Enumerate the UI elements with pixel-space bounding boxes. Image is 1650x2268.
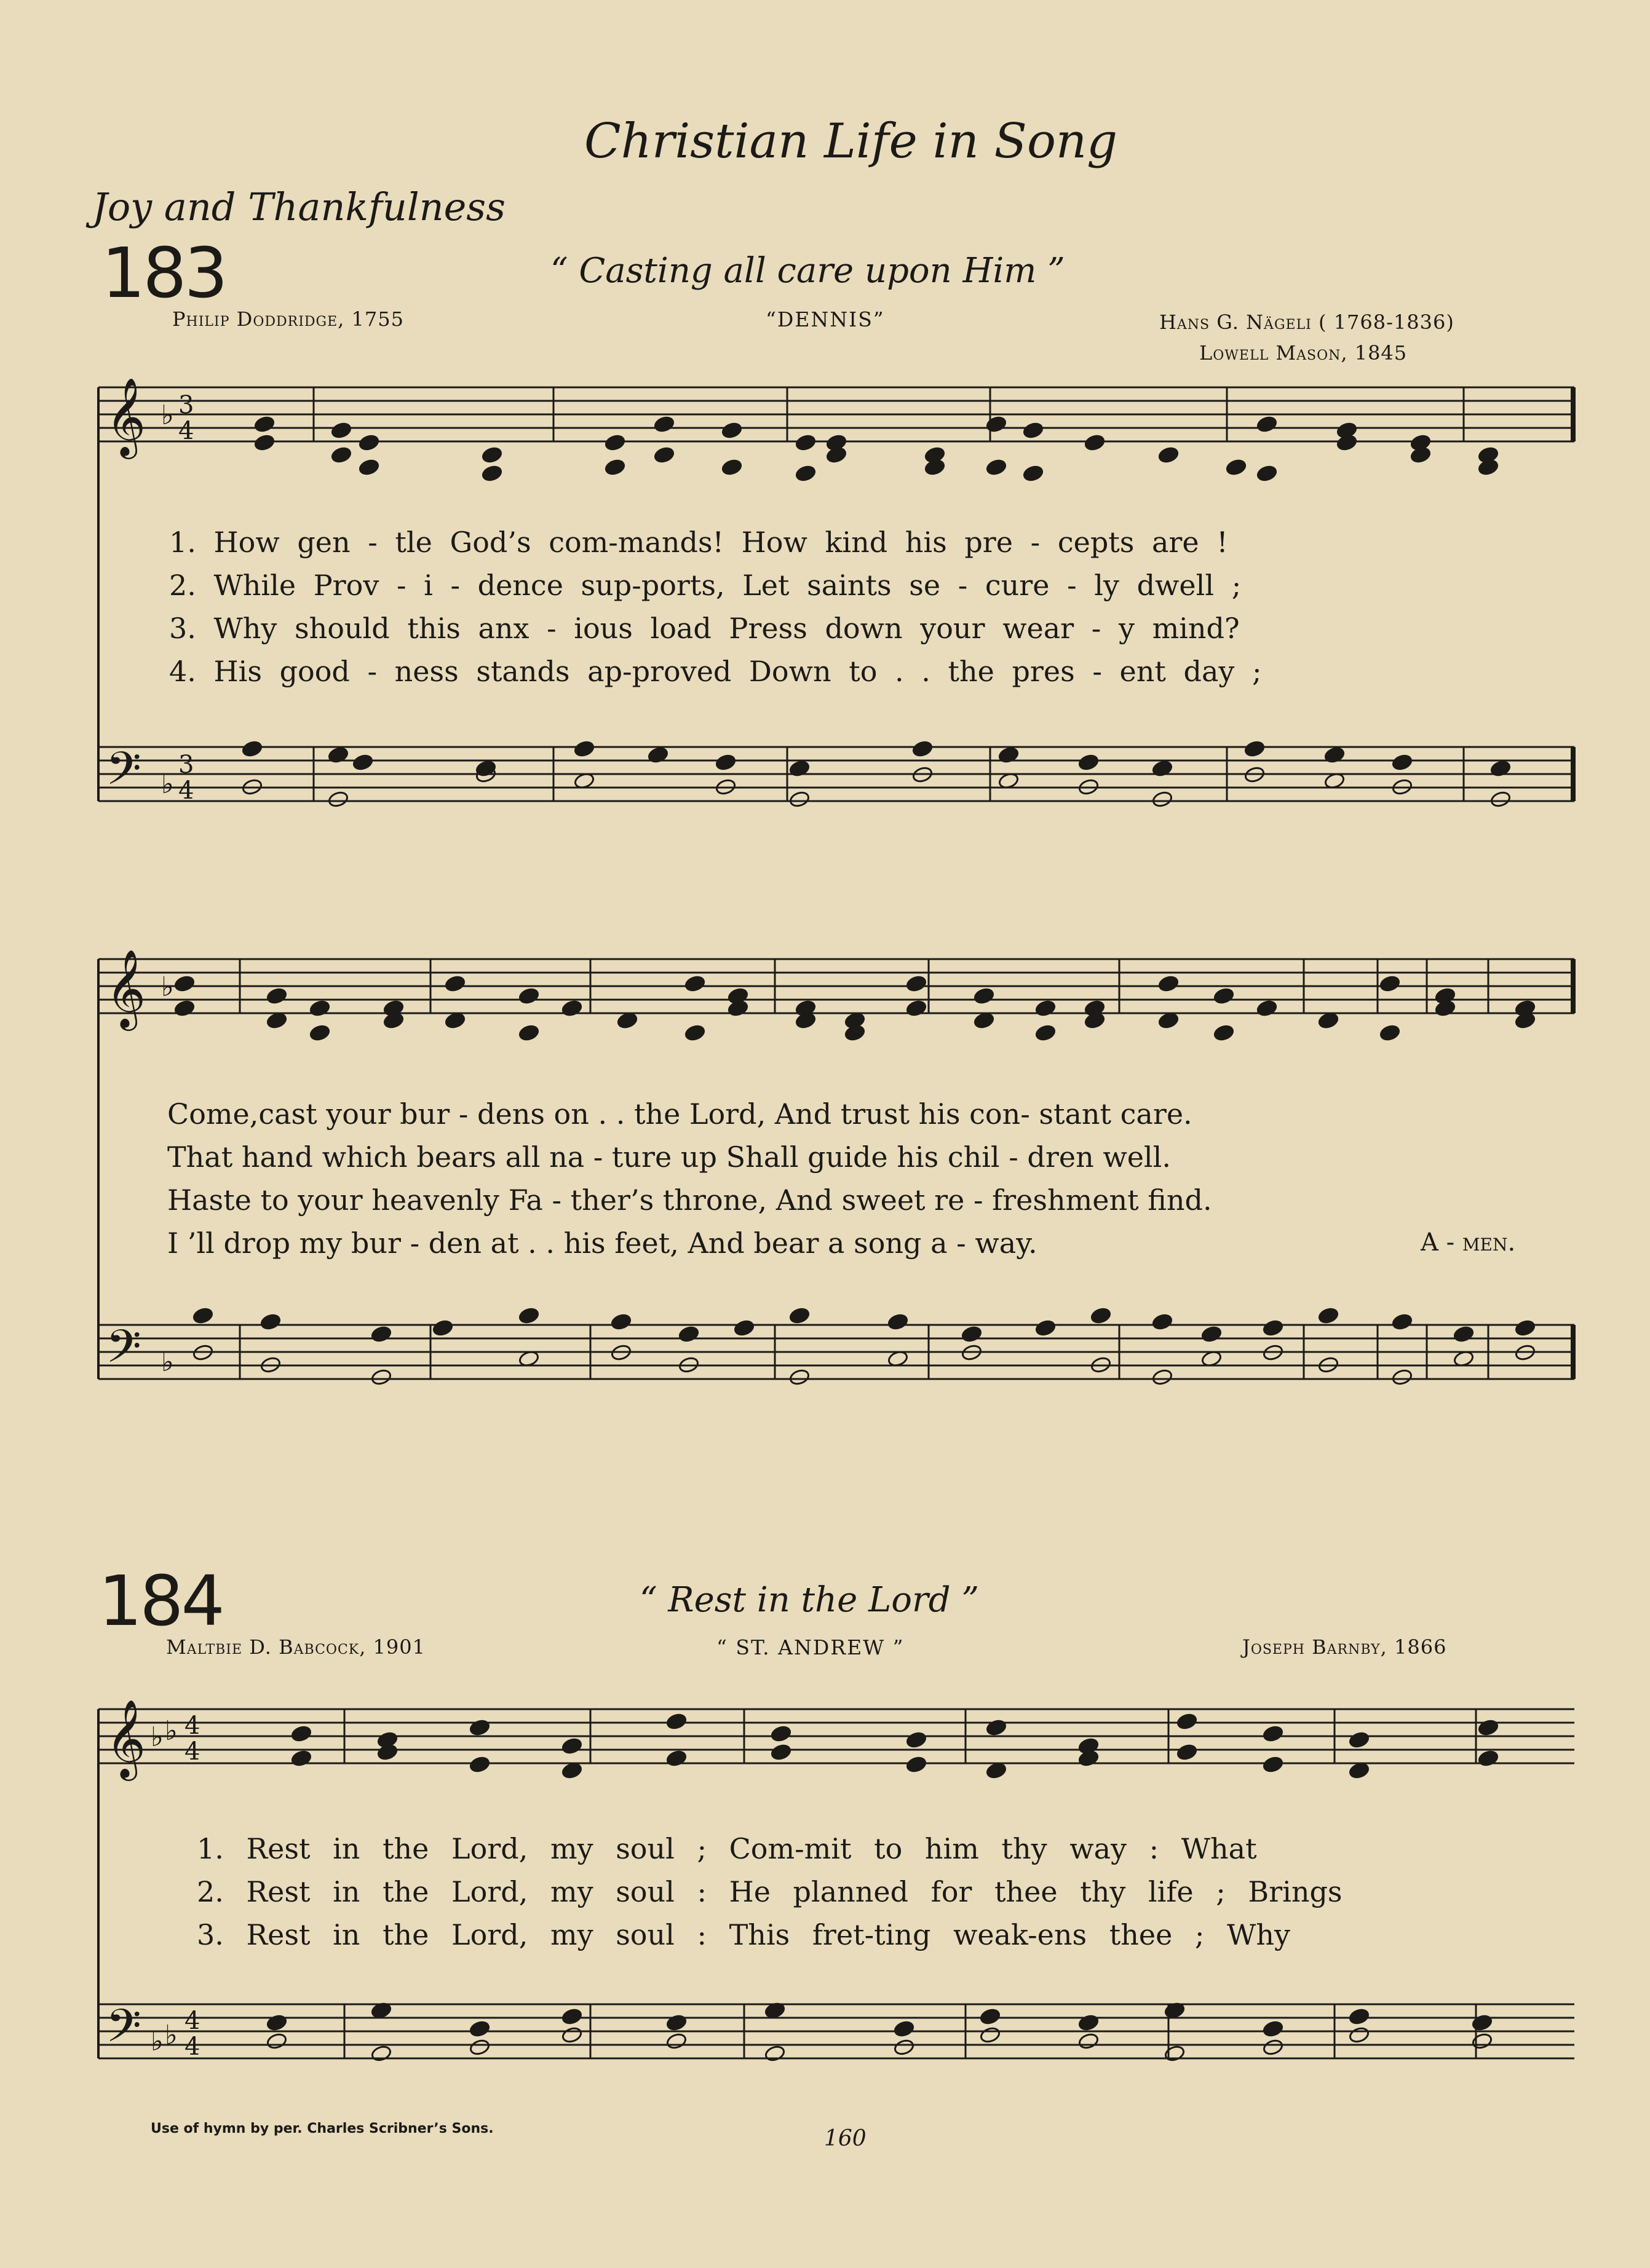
treble-note [469, 1718, 490, 1736]
bass-clef: 𝄢 [106, 1320, 141, 1385]
alto-note [665, 1749, 687, 1767]
treble-note [1176, 1712, 1197, 1730]
lyric-word: thee ; [1109, 1918, 1205, 1951]
treble-clef: 𝄞 [106, 377, 146, 456]
treble-note [770, 1725, 791, 1742]
lyric-word: the [383, 1832, 429, 1865]
lyric-word: 1. [197, 1832, 224, 1865]
lyric-word: se [909, 569, 941, 602]
lyric-word: tle [395, 526, 432, 559]
bass-note [665, 2032, 687, 2050]
hymn-183-s1-verse-3 [169, 612, 1240, 645]
tenor-note [561, 2007, 582, 2025]
lyric-word: thy [1080, 1875, 1126, 1908]
lyric-word: kind [825, 526, 888, 559]
lyric-word: How [741, 526, 807, 559]
lyric-word: i [424, 569, 433, 602]
lyric-word: - [1091, 612, 1101, 645]
lyric-word: pres [1012, 655, 1075, 688]
hymn-183-s2-verse-3: Haste to your heavenly Fa - ther’s throne, And sweet re - freshment find. [167, 1183, 1212, 1217]
alto-note [266, 1011, 287, 1029]
lyric-word: your [920, 612, 985, 645]
alto-note [616, 1011, 638, 1029]
alto-note [358, 458, 379, 476]
lyric-word: him [924, 1832, 979, 1865]
lyric-word: my [550, 1918, 593, 1951]
time-sig-top: 4 [184, 2007, 200, 2035]
bass-note [1489, 790, 1511, 808]
alto-note [985, 1761, 1007, 1779]
hymn-183-author: Philip Doddridge, 1755 [172, 307, 404, 331]
treble-note [985, 415, 1007, 433]
flat-sign: ♭ [161, 1346, 174, 1378]
hymn-183-s2-verse-1: Come,cast your bur - dens on . . the Lord, And trust his con- stant care. [167, 1097, 1192, 1131]
tenor-note [370, 1325, 392, 1343]
lyric-word: What [1181, 1832, 1257, 1865]
lyric-word: Com-mit [729, 1832, 852, 1865]
lyric-word: His [213, 655, 262, 688]
lyric-word: down [825, 612, 903, 645]
tenor-note [1262, 1319, 1283, 1337]
alto-note [795, 464, 816, 482]
tenor-note [1514, 1319, 1536, 1337]
hymn-183-composer: Hans G. Nägeli ( 1768-1836) [1159, 310, 1454, 334]
alto-note [604, 433, 625, 451]
treble-note [290, 1725, 312, 1742]
hymn-183-s2-verse-2: That hand which bears all na - ture up Shall guide his chil - dren well. [167, 1140, 1171, 1174]
lyric-word: Rest [246, 1875, 311, 1908]
alto-note [1022, 464, 1044, 482]
bass-note [1262, 2038, 1283, 2056]
lyric-word: Lord, [451, 1832, 528, 1865]
lyric-word: thee [994, 1875, 1058, 1908]
bass-note [370, 2044, 392, 2062]
lyric-word: ness [394, 655, 459, 688]
hymn-number-184: 184 [98, 1562, 223, 1642]
hymn-183-amen: A - men. [1421, 1228, 1516, 1257]
alto-note [1256, 999, 1277, 1017]
treble-clef: 𝄞 [106, 1699, 146, 1777]
hymn-184-author: Maltbie D. Babcock, 1901 [166, 1635, 426, 1659]
tenor-note [733, 1319, 755, 1337]
lyric-word: - [958, 569, 968, 602]
lyric-word: - [368, 526, 378, 559]
treble-note [653, 415, 675, 433]
treble-note [330, 421, 352, 439]
alto-note [1034, 1024, 1056, 1041]
treble-note [721, 421, 742, 439]
treble-note [665, 1712, 687, 1730]
alto-note [561, 1761, 582, 1779]
treble-note [253, 415, 275, 433]
lyric-word: - [1067, 569, 1077, 602]
lyric-word: the [383, 1875, 429, 1908]
lyric-word: God’s [450, 526, 531, 559]
hymn-184-tune: “ ST. ANDREW ” [716, 1635, 905, 1659]
tenor-note [1317, 1306, 1339, 1324]
lyric-word: Down [749, 655, 831, 688]
flat-sign: ♭ [165, 1715, 178, 1747]
treble-note [561, 1737, 582, 1755]
tenor-note [788, 1306, 810, 1324]
time-sig-bottom: 4 [184, 1737, 200, 1766]
alto-note [973, 1011, 994, 1029]
treble-note [266, 987, 287, 1005]
lyric-word: Lord, [451, 1918, 528, 1951]
tenor-note [893, 2020, 914, 2037]
lyric-word: the [383, 1918, 429, 1951]
tenor-note [1077, 753, 1099, 771]
lyric-word: anx [478, 612, 530, 645]
alto-note [481, 464, 502, 482]
lyric-word: dwell ; [1136, 569, 1242, 602]
hymn-183-tune: “DENNIS” [766, 307, 885, 331]
tenor-note [518, 1306, 539, 1324]
lyric-word: 3. [197, 1918, 224, 1951]
bass-note [561, 2026, 582, 2044]
lyric-word: 1. [169, 526, 196, 559]
bass-note [1164, 2044, 1185, 2062]
bass-note [327, 790, 349, 808]
tenor-note [1453, 1325, 1474, 1343]
flat-sign: ♭ [161, 400, 174, 431]
bass-note [979, 2026, 1001, 2044]
lyric-word: thy [1001, 1832, 1047, 1865]
alto-note [1176, 1743, 1197, 1761]
time-sig-bottom: 4 [178, 776, 194, 805]
lyric-word: 3. [169, 612, 196, 645]
lyric-word: com-mands! [549, 526, 724, 559]
lyric-word: fret-ting weak-ens [812, 1918, 1087, 1951]
lyric-word: 4. [169, 655, 196, 688]
lyric-word: ent [1119, 655, 1166, 688]
bass-clef: 𝄢 [106, 742, 141, 807]
bass-note [788, 790, 810, 808]
lyric-word: Rest [246, 1918, 311, 1951]
bass-note [788, 1368, 810, 1386]
lyric-word: to . [849, 655, 904, 688]
bass-clef: 𝄢 [106, 1999, 141, 2064]
lyric-word: the [948, 655, 994, 688]
lyric-word: load [650, 612, 712, 645]
lyric-word: cepts [1057, 526, 1135, 559]
alto-note [1157, 1011, 1179, 1029]
alto-note [1256, 464, 1277, 482]
lyric-word: ious [574, 612, 633, 645]
treble-note [1477, 1718, 1499, 1736]
treble-note [1034, 999, 1056, 1017]
tenor-note [1151, 1313, 1173, 1330]
tenor-note [192, 1306, 213, 1324]
treble-note [1157, 974, 1179, 992]
alto-note [1084, 433, 1105, 451]
tenor-note [665, 2013, 687, 2031]
lyric-word: Prov [313, 569, 379, 602]
tenor-note [469, 2020, 490, 2037]
hymn-184-verse-2 [197, 1875, 1343, 1908]
bass-note [1077, 2032, 1099, 2050]
treble-note [444, 974, 466, 992]
lyric-word: sup-ports, [581, 569, 725, 602]
alto-note [561, 999, 582, 1017]
time-sig-bottom: 4 [178, 417, 194, 445]
tenor-note [1077, 2013, 1099, 2031]
lyric-word: . [921, 655, 930, 688]
alto-note [905, 999, 927, 1017]
treble-note [684, 974, 705, 992]
bass-note [893, 2038, 914, 2056]
tenor-note [678, 1325, 699, 1343]
alto-note [173, 999, 195, 1017]
hymn-183-subtitle: “ Casting all care upon Him ” [550, 251, 1065, 291]
lyric-word: - [367, 655, 378, 688]
time-sig-top: 3 [178, 751, 194, 779]
lyric-word: saints [807, 569, 892, 602]
treble-note [905, 974, 927, 992]
treble-note [481, 446, 502, 464]
tenor-note [241, 740, 263, 757]
hymn-number-183: 183 [101, 234, 226, 314]
alto-note [1262, 1755, 1283, 1773]
permission-note: Use of hymn by per. Charles Scribner’s Sons. [151, 2121, 494, 2136]
bass-note [1151, 1368, 1173, 1386]
treble-note [905, 1731, 927, 1748]
alto-note [684, 1024, 705, 1041]
tenor-note [610, 1313, 632, 1330]
alto-note [721, 458, 742, 476]
alto-note [1477, 1749, 1499, 1767]
alto-note [770, 1743, 791, 1761]
alto-note [1225, 458, 1247, 476]
tenor-note [1262, 2020, 1283, 2037]
lyric-word: Rest [246, 1832, 311, 1865]
page-header: Christian Life in Song [584, 114, 1118, 169]
tenor-note [961, 1325, 982, 1343]
hymn-183-s1-verse-2 [169, 569, 1241, 602]
alto-note [469, 1755, 490, 1773]
flat-sign: ♭ [161, 971, 174, 1003]
lyric-word: my [550, 1832, 593, 1865]
lyric-word: gen [297, 526, 351, 559]
bass-note [469, 2038, 490, 2056]
tenor-note [1200, 1325, 1222, 1343]
tenor-note [266, 2013, 287, 2031]
treble-note [518, 987, 539, 1005]
flat-sign: ♭ [151, 2026, 164, 2057]
alto-note [1348, 1761, 1370, 1779]
lyric-word: in [333, 1832, 360, 1865]
tenor-note [1471, 2013, 1493, 2031]
lyric-word: Why [213, 612, 277, 645]
treble-note [173, 974, 195, 992]
treble-note [973, 987, 994, 1005]
lyric-word: - [396, 569, 407, 602]
treble-note [1379, 974, 1400, 992]
flat-sign: ♭ [151, 1721, 164, 1753]
lyric-word: mind? [1152, 612, 1240, 645]
bass-note [370, 1368, 392, 1386]
tenor-note [432, 1319, 453, 1337]
lyric-word: soul : [616, 1875, 707, 1908]
time-sig-top: 3 [178, 391, 194, 419]
lyric-word: are ! [1151, 526, 1228, 559]
alto-note [653, 446, 675, 464]
alto-note [518, 1024, 539, 1041]
alto-note [309, 1024, 330, 1041]
lyric-word: How [213, 526, 280, 559]
lyric-word: should [295, 612, 390, 645]
hymn-184-composer: Joseph Barnby, 1866 [1242, 1635, 1447, 1659]
alto-note [253, 433, 275, 451]
alto-note [444, 1011, 466, 1029]
alto-note [1213, 1024, 1234, 1041]
treble-note [309, 999, 330, 1017]
lyric-word: y [1118, 612, 1135, 645]
bass-note [1471, 2032, 1493, 2050]
tenor-note [979, 2007, 1001, 2025]
treble-note [1022, 421, 1044, 439]
bass-note [764, 2044, 785, 2062]
lyric-word: - [450, 569, 461, 602]
hymn-184-verse-1 [197, 1832, 1257, 1865]
lyric-word: Lord, [451, 1875, 528, 1908]
treble-note [604, 458, 625, 476]
lyric-word: wear [1002, 612, 1074, 645]
lyric-word: way : [1069, 1832, 1159, 1865]
lyric-word: cure [985, 569, 1050, 602]
bass-note [1391, 1368, 1413, 1386]
lyric-word: Brings [1248, 1875, 1343, 1908]
treble-note [1348, 1731, 1370, 1748]
lyric-word: stands [476, 655, 570, 688]
treble-note [1256, 415, 1277, 433]
alto-note [985, 458, 1007, 476]
tenor-note [1090, 1306, 1111, 1324]
treble-clef: 𝄞 [106, 949, 146, 1027]
lyric-word: life ; [1148, 1875, 1226, 1908]
lyric-word: his [905, 526, 947, 559]
tenor-note [1391, 753, 1413, 771]
tenor-note [1391, 1313, 1413, 1330]
alto-note [1379, 1024, 1400, 1041]
time-sig-top: 4 [184, 1712, 200, 1740]
bass-note [1151, 790, 1173, 808]
lyric-word: to [874, 1832, 903, 1865]
lyric-word: in [333, 1875, 360, 1908]
alto-note [1317, 1011, 1339, 1029]
tenor-note [573, 740, 595, 757]
treble-note [358, 433, 379, 451]
tenor-note [887, 1313, 908, 1330]
tenor-note [715, 753, 736, 771]
hymn-184-verse-3 [197, 1918, 1290, 1951]
alto-note [905, 1755, 927, 1773]
lyric-word: soul ; [616, 1832, 707, 1865]
hymn-183-s1-verse-1 [169, 526, 1228, 559]
lyric-word: ly [1094, 569, 1119, 602]
flat-sign: ♭ [161, 769, 174, 800]
lyric-word: While [213, 569, 296, 602]
alto-note [1157, 446, 1179, 464]
bass-note [1348, 2026, 1370, 2044]
lyric-word: He planned for [729, 1875, 972, 1908]
alto-note [290, 1749, 312, 1767]
lyric-word: pre [964, 526, 1013, 559]
time-sig-bottom: 4 [184, 2033, 200, 2061]
hymn-183-s1-verse-4 [169, 655, 1262, 688]
page-number: 160 [824, 2126, 867, 2151]
flat-sign: ♭ [165, 2020, 178, 2051]
hymn-184-subtitle: “ Rest in the Lord ” [640, 1580, 980, 1620]
lyric-word: soul : [616, 1918, 707, 1951]
treble-note [1262, 1725, 1283, 1742]
lyric-word: - [1092, 655, 1102, 688]
lyric-word: - [1030, 526, 1041, 559]
treble-note [1213, 987, 1234, 1005]
tenor-note [1348, 2007, 1370, 2025]
alto-note [330, 446, 352, 464]
hymn-183-s2-verse-4: I ’ll drop my bur - den at . . his feet, And bear a song a - way. [167, 1227, 1037, 1260]
tenor-note [911, 740, 933, 757]
lyric-word: - [547, 612, 557, 645]
lyric-word: Why [1227, 1918, 1290, 1951]
lyric-word: this [407, 612, 461, 645]
lyric-word: day ; [1183, 655, 1262, 688]
lyric-word: my [550, 1875, 593, 1908]
lyric-word: Press [729, 612, 807, 645]
treble-note [795, 433, 816, 451]
treble-note [985, 1718, 1007, 1736]
lyric-word: ap-proved [587, 655, 732, 688]
lyric-word: good [279, 655, 350, 688]
bass-note [266, 2032, 287, 2050]
lyric-word: 2. [197, 1875, 224, 1908]
section-title: Joy and Thankfulness [92, 184, 506, 229]
tenor-note [1034, 1319, 1056, 1337]
lyric-word: in [333, 1918, 360, 1951]
lyric-word: 2. [169, 569, 196, 602]
lyric-word: dence [477, 569, 563, 602]
tenor-note [260, 1313, 281, 1330]
lyric-word: This [729, 1918, 790, 1951]
hymn-183-arranger: Lowell Mason, 1845 [1199, 341, 1408, 365]
tenor-note [1243, 740, 1265, 757]
lyric-word: Let [742, 569, 790, 602]
tenor-note [352, 753, 373, 771]
